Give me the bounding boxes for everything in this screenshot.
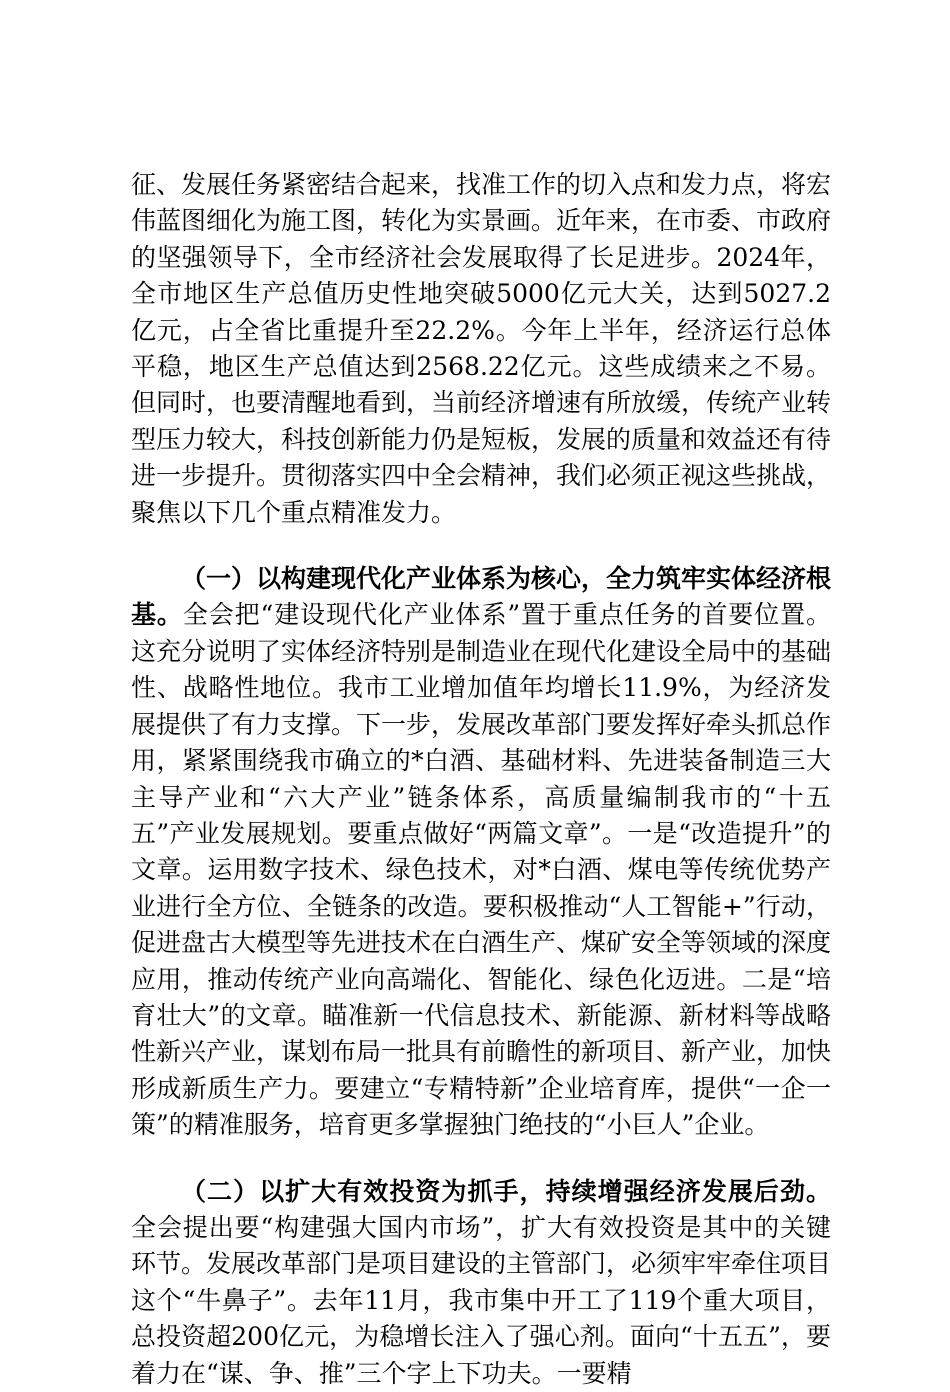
- paragraph-text: 全会提出要“构建强大国内市场”，扩大有效投资是其中的关键环节。发展改革部门是项目建设的主管部门，必须牢牢牵住项目这个“牛鼻子”。去年11月，我市集中开工了119个重大项目，总投资超200亿元，为稳增长注入了强心剂。面向“十五五”，要着力在“谋、争、推”三个字上下功夫。一要精: [131, 1212, 832, 1388]
- paragraph-intro: [131, 167, 831, 531]
- paragraph-text: 征、发展任务紧密结合起来，找准工作的切入点和发力点，将宏伟蓝图细化为施工图，转化为实景画。近年来，在市委、市政府的坚强领导下，全市经济社会发展取得了长足进步。2024年，全市地区生产总值历史性地突破5000亿元大关，达到5027.2亿元，占全省比重提升至22.2%。今年上半年，经济运行总体平稳，地区生产总值达到2568.22亿元。这些成绩来之不易。但同时，也要清醒地看到，当前经济增速有所放缓，传统产业转型压力较大，科技创新能力仍是短板，发展的质量和效益还有待进一步提升。贯彻落实四中全会精神，我们必须正视这些挑战，聚焦以下几个重点精准发力。: [131, 170, 832, 527]
- document-page: [131, 167, 831, 1392]
- paragraph-section-2: [131, 1174, 831, 1392]
- section-heading: （一）以构建现代化产业体系为核心，全力筑牢实体经济根基。: [131, 564, 832, 630]
- paragraph-section-1: [131, 561, 831, 1144]
- section-heading: （二）以扩大有效投资为抓手，持续增强经济发展后劲。: [181, 1176, 831, 1206]
- paragraph-text: 全会把“建设现代化产业体系”置于重点任务的首要位置。这充分说明了实体经济特别是制造业在现代化建设全局中的基础性、战略性地位。我市工业增加值年均增长11.9%，为经济发展提供了有力支撑。下一步，发展改革部门要发挥好牵头抓总作用，紧紧围绕我市确立的*白酒、基础材料、先进装备制造三大主导产业和“六大产业”链条体系，高质量编制我市的“十五五”产业发展规划。要重点做好“两篇文章”。一是“改造提升”的文章。运用数字技术、绿色技术，对*白酒、煤电等传统优势产业进行全方位、全链条的改造。要积极推动“人工智能+”行动，促进盘古大模型等先进技术在白酒生产、煤矿安全等领域的深度应用，推动传统产业向高端化、智能化、绿色化迈进。二是“培育壮大”的文章。瞄准新一代信息技术、新能源、新材料等战略性新兴产业，谋划布局一批具有前瞻性的新项目、新产业，加快形成新质生产力。要建立“专精特新”企业培育库，提供“一企一策”的精准服务，培育更多掌握独门绝技的“小巨人”企业。: [131, 600, 832, 1140]
